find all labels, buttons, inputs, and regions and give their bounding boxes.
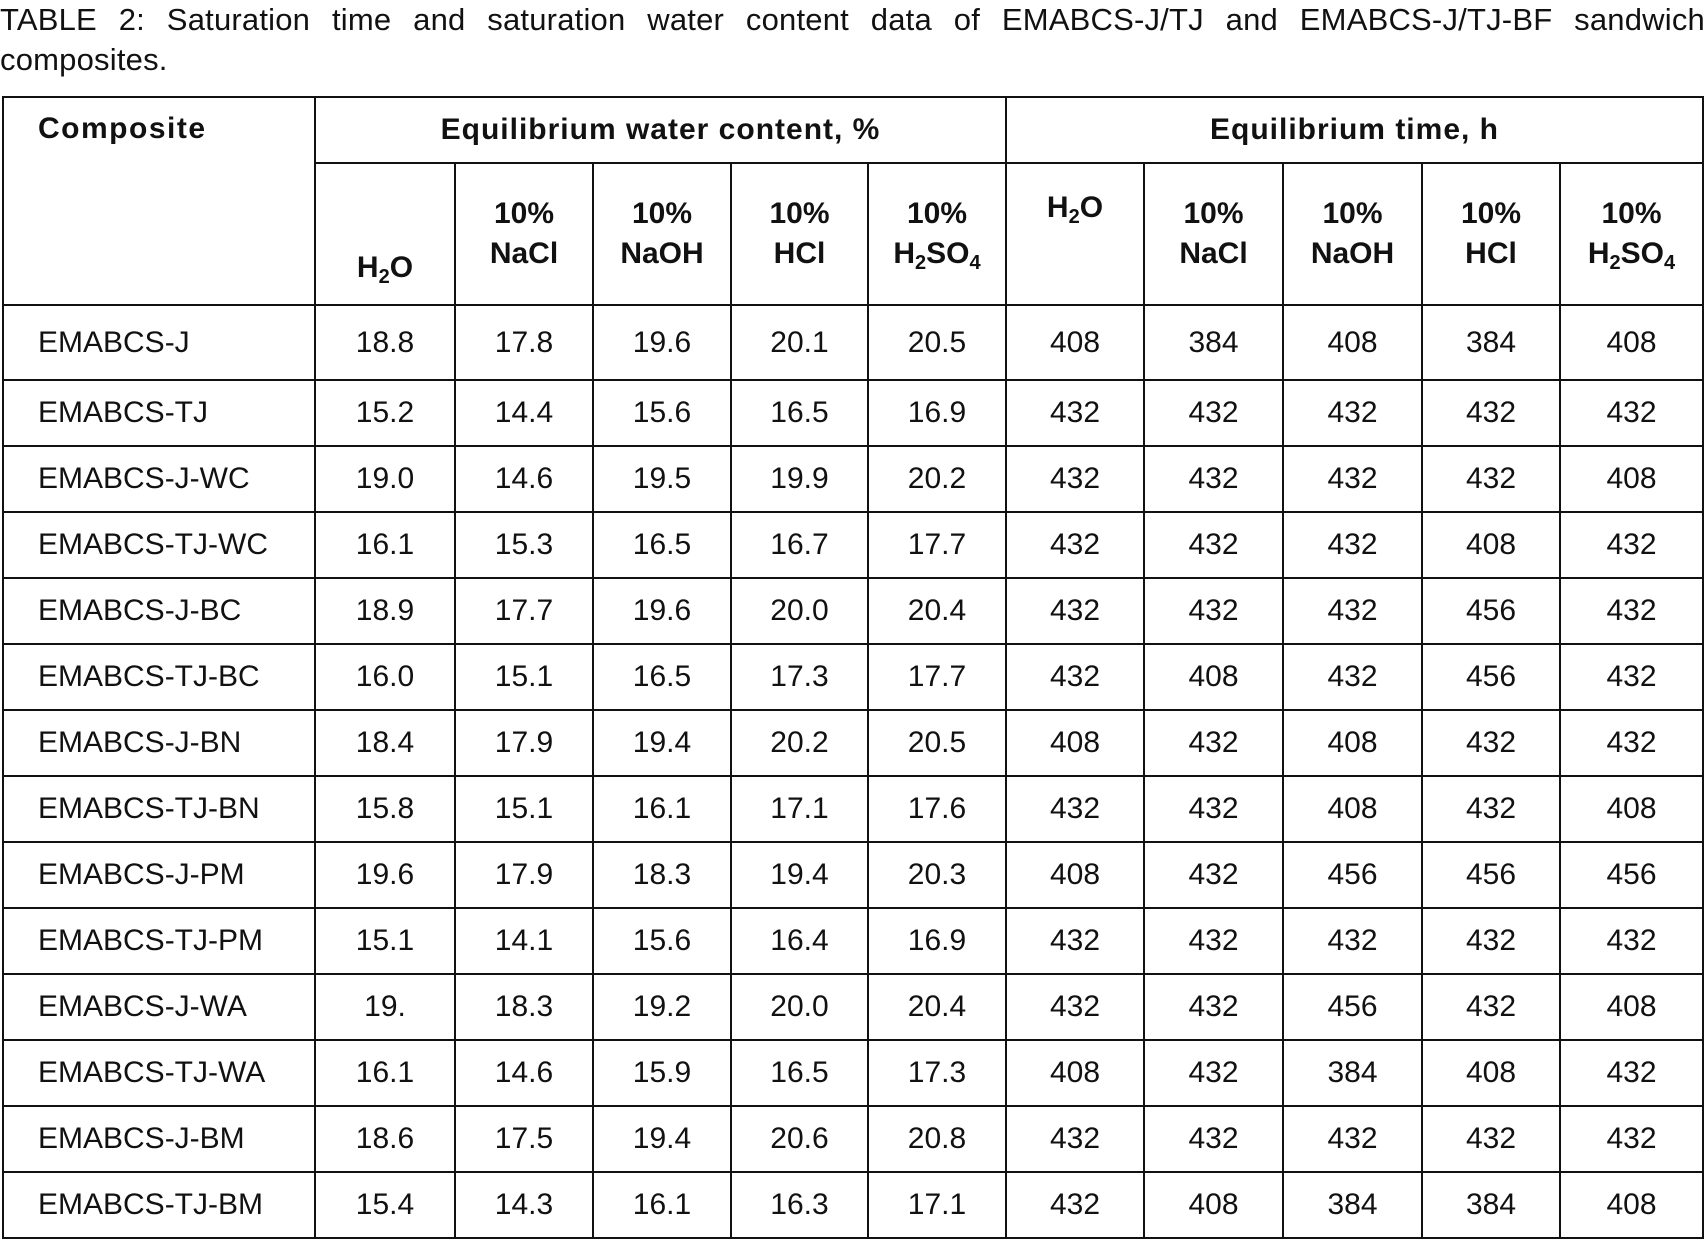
- cell-water-content: 16.9: [868, 908, 1006, 974]
- row-composite-name: EMABCS-TJ-BC: [3, 644, 315, 710]
- cell-equilibrium-time: 432: [1144, 974, 1283, 1040]
- cell-equilibrium-time: 432: [1006, 1106, 1144, 1172]
- cell-equilibrium-time: 408: [1144, 644, 1283, 710]
- cell-equilibrium-time: 384: [1422, 305, 1560, 380]
- table-row: [3, 305, 1703, 380]
- cell-equilibrium-time: 456: [1560, 842, 1703, 908]
- cell-equilibrium-time: 384: [1422, 1172, 1560, 1238]
- header-equilibrium-time: Equilibrium time, h: [1006, 97, 1703, 163]
- cell-water-content: 17.6: [868, 776, 1006, 842]
- row-composite-name: EMABCS-J-BM: [3, 1106, 315, 1172]
- col-water-nacl: 10% NaCl: [455, 163, 593, 305]
- col-time-naoh: 10% NaOH: [1283, 163, 1422, 305]
- cell-equilibrium-time: 432: [1283, 578, 1422, 644]
- cell-water-content: 18.3: [455, 974, 593, 1040]
- cell-equilibrium-time: 432: [1006, 446, 1144, 512]
- cell-water-content: 15.2: [315, 380, 455, 446]
- cell-water-content: 15.4: [315, 1172, 455, 1238]
- cell-equilibrium-time: 456: [1422, 842, 1560, 908]
- cell-equilibrium-time: 408: [1283, 710, 1422, 776]
- data-table: [2, 96, 1704, 1239]
- cell-water-content: 16.1: [593, 776, 731, 842]
- cell-equilibrium-time: 432: [1422, 974, 1560, 1040]
- cell-equilibrium-time: 432: [1006, 1172, 1144, 1238]
- cell-water-content: 14.1: [455, 908, 593, 974]
- cell-equilibrium-time: 432: [1144, 578, 1283, 644]
- cell-equilibrium-time: 432: [1283, 512, 1422, 578]
- cell-water-content: 15.3: [455, 512, 593, 578]
- row-composite-name: EMABCS-J-BN: [3, 710, 315, 776]
- cell-water-content: 14.3: [455, 1172, 593, 1238]
- cell-water-content: 20.0: [731, 578, 868, 644]
- cell-equilibrium-time: 432: [1144, 776, 1283, 842]
- cell-water-content: 17.8: [455, 305, 593, 380]
- cell-equilibrium-time: 432: [1283, 1106, 1422, 1172]
- cell-equilibrium-time: 432: [1006, 908, 1144, 974]
- cell-water-content: 20.2: [731, 710, 868, 776]
- cell-equilibrium-time: 456: [1422, 644, 1560, 710]
- cell-equilibrium-time: 432: [1006, 578, 1144, 644]
- cell-water-content: 15.1: [455, 644, 593, 710]
- cell-water-content: 17.9: [455, 842, 593, 908]
- cell-water-content: 18.8: [315, 305, 455, 380]
- cell-water-content: 15.9: [593, 1040, 731, 1106]
- cell-equilibrium-time: 408: [1006, 305, 1144, 380]
- row-composite-name: EMABCS-TJ: [3, 380, 315, 446]
- cell-water-content: 20.4: [868, 974, 1006, 1040]
- cell-equilibrium-time: 432: [1560, 578, 1703, 644]
- cell-water-content: 20.2: [868, 446, 1006, 512]
- cell-water-content: 17.1: [731, 776, 868, 842]
- cell-equilibrium-time: 432: [1422, 776, 1560, 842]
- cell-equilibrium-time: 432: [1560, 1106, 1703, 1172]
- cell-water-content: 15.8: [315, 776, 455, 842]
- cell-water-content: 18.6: [315, 1106, 455, 1172]
- header-composite: Composite: [3, 97, 315, 305]
- cell-water-content: 19.0: [315, 446, 455, 512]
- col-time-hcl: 10% HCl: [1422, 163, 1560, 305]
- cell-water-content: 19.9: [731, 446, 868, 512]
- table-row: [3, 446, 1703, 512]
- col-water-h2o: $H_2O$: [315, 163, 455, 305]
- row-composite-name: EMABCS-J-WA: [3, 974, 315, 1040]
- table-row: [3, 710, 1703, 776]
- cell-equilibrium-time: 432: [1144, 512, 1283, 578]
- cell-water-content: 20.3: [868, 842, 1006, 908]
- cell-water-content: 19.6: [315, 842, 455, 908]
- row-composite-name: EMABCS-TJ-BM: [3, 1172, 315, 1238]
- table-caption: TABLE 2: Saturation time and saturation water content data of EMABCS-J/TJ and EMABCS-J/TJ-BF sandwich composites.: [0, 2, 1705, 77]
- cell-equilibrium-time: 432: [1006, 776, 1144, 842]
- cell-equilibrium-time: 432: [1144, 1040, 1283, 1106]
- cell-water-content: 16.4: [731, 908, 868, 974]
- cell-equilibrium-time: 432: [1422, 1106, 1560, 1172]
- cell-water-content: 16.1: [315, 512, 455, 578]
- col-time-nacl: 10% NaCl: [1144, 163, 1283, 305]
- cell-water-content: 17.7: [868, 512, 1006, 578]
- cell-water-content: 18.4: [315, 710, 455, 776]
- table-row: [3, 578, 1703, 644]
- cell-equilibrium-time: 408: [1560, 446, 1703, 512]
- cell-water-content: 19.6: [593, 578, 731, 644]
- cell-water-content: 16.7: [731, 512, 868, 578]
- cell-water-content: 16.5: [731, 1040, 868, 1106]
- cell-water-content: 19.6: [593, 305, 731, 380]
- cell-equilibrium-time: 432: [1560, 512, 1703, 578]
- cell-water-content: 18.3: [593, 842, 731, 908]
- table-row: [3, 512, 1703, 578]
- cell-water-content: 16.3: [731, 1172, 868, 1238]
- cell-equilibrium-time: 456: [1283, 842, 1422, 908]
- cell-water-content: 17.9: [455, 710, 593, 776]
- cell-water-content: 16.0: [315, 644, 455, 710]
- cell-water-content: 17.7: [455, 578, 593, 644]
- row-composite-name: EMABCS-TJ-BN: [3, 776, 315, 842]
- cell-equilibrium-time: 432: [1422, 710, 1560, 776]
- cell-equilibrium-time: 432: [1006, 644, 1144, 710]
- cell-water-content: 19.4: [593, 1106, 731, 1172]
- cell-water-content: 19.4: [731, 842, 868, 908]
- cell-water-content: 14.4: [455, 380, 593, 446]
- cell-equilibrium-time: 408: [1422, 1040, 1560, 1106]
- cell-equilibrium-time: 408: [1560, 776, 1703, 842]
- col-water-hcl: 10% HCl: [731, 163, 868, 305]
- cell-water-content: 17.3: [868, 1040, 1006, 1106]
- table-row: [3, 1172, 1703, 1238]
- cell-water-content: 15.1: [455, 776, 593, 842]
- cell-equilibrium-time: 408: [1144, 1172, 1283, 1238]
- cell-equilibrium-time: 408: [1560, 974, 1703, 1040]
- cell-water-content: 17.7: [868, 644, 1006, 710]
- table-row: [3, 776, 1703, 842]
- cell-water-content: 20.5: [868, 710, 1006, 776]
- cell-water-content: 15.1: [315, 908, 455, 974]
- row-composite-name: EMABCS-J-BC: [3, 578, 315, 644]
- cell-equilibrium-time: 432: [1006, 512, 1144, 578]
- table-row: [3, 644, 1703, 710]
- cell-equilibrium-time: 432: [1422, 446, 1560, 512]
- table-row: [3, 1106, 1703, 1172]
- table-row: [3, 908, 1703, 974]
- cell-equilibrium-time: 432: [1560, 1040, 1703, 1106]
- row-composite-name: EMABCS-J-PM: [3, 842, 315, 908]
- cell-water-content: 19.: [315, 974, 455, 1040]
- table-row: [3, 1040, 1703, 1106]
- col-water-naoh: 10% NaOH: [593, 163, 731, 305]
- cell-water-content: 20.5: [868, 305, 1006, 380]
- cell-water-content: 20.1: [731, 305, 868, 380]
- cell-equilibrium-time: 432: [1144, 710, 1283, 776]
- cell-equilibrium-time: 408: [1422, 512, 1560, 578]
- table-row: [3, 380, 1703, 446]
- cell-equilibrium-time: 432: [1283, 644, 1422, 710]
- row-composite-name: EMABCS-TJ-PM: [3, 908, 315, 974]
- cell-equilibrium-time: 408: [1283, 305, 1422, 380]
- col-time-h2so4: 10% $H_2SO_4$: [1560, 163, 1703, 305]
- cell-water-content: 17.1: [868, 1172, 1006, 1238]
- cell-equilibrium-time: 432: [1283, 908, 1422, 974]
- cell-equilibrium-time: 432: [1560, 710, 1703, 776]
- cell-water-content: 14.6: [455, 1040, 593, 1106]
- cell-water-content: 15.6: [593, 908, 731, 974]
- cell-equilibrium-time: 432: [1560, 644, 1703, 710]
- row-composite-name: EMABCS-J-WC: [3, 446, 315, 512]
- cell-water-content: 16.5: [593, 644, 731, 710]
- cell-equilibrium-time: 432: [1144, 1106, 1283, 1172]
- cell-equilibrium-time: 432: [1283, 446, 1422, 512]
- cell-equilibrium-time: 408: [1283, 776, 1422, 842]
- cell-equilibrium-time: 432: [1006, 380, 1144, 446]
- cell-equilibrium-time: 408: [1006, 1040, 1144, 1106]
- cell-equilibrium-time: 432: [1006, 974, 1144, 1040]
- cell-water-content: 17.5: [455, 1106, 593, 1172]
- cell-equilibrium-time: 384: [1144, 305, 1283, 380]
- cell-equilibrium-time: 408: [1006, 710, 1144, 776]
- cell-equilibrium-time: 432: [1422, 380, 1560, 446]
- cell-water-content: 20.4: [868, 578, 1006, 644]
- table-row: [3, 842, 1703, 908]
- cell-equilibrium-time: 432: [1560, 908, 1703, 974]
- cell-water-content: 14.6: [455, 446, 593, 512]
- cell-equilibrium-time: 432: [1144, 908, 1283, 974]
- cell-water-content: 18.9: [315, 578, 455, 644]
- header-water-content: Equilibrium water content, %: [315, 97, 1006, 163]
- cell-equilibrium-time: 408: [1560, 1172, 1703, 1238]
- cell-equilibrium-time: 456: [1422, 578, 1560, 644]
- cell-equilibrium-time: 432: [1144, 446, 1283, 512]
- cell-water-content: 20.0: [731, 974, 868, 1040]
- cell-equilibrium-time: 408: [1560, 305, 1703, 380]
- table-body: [3, 305, 1703, 1238]
- cell-equilibrium-time: 432: [1560, 380, 1703, 446]
- cell-equilibrium-time: 456: [1283, 974, 1422, 1040]
- col-time-h2o: $H_2O$: [1006, 163, 1144, 305]
- row-composite-name: EMABCS-TJ-WC: [3, 512, 315, 578]
- cell-water-content: 16.5: [593, 512, 731, 578]
- cell-water-content: 15.6: [593, 380, 731, 446]
- cell-water-content: 16.1: [315, 1040, 455, 1106]
- cell-water-content: 17.3: [731, 644, 868, 710]
- cell-equilibrium-time: 384: [1283, 1040, 1422, 1106]
- cell-water-content: 20.6: [731, 1106, 868, 1172]
- cell-water-content: 19.5: [593, 446, 731, 512]
- cell-equilibrium-time: 408: [1006, 842, 1144, 908]
- col-water-h2so4: 10% $H_2SO_4$: [868, 163, 1006, 305]
- row-composite-name: EMABCS-J: [3, 305, 315, 380]
- cell-water-content: 19.4: [593, 710, 731, 776]
- cell-equilibrium-time: 432: [1144, 842, 1283, 908]
- cell-water-content: 20.8: [868, 1106, 1006, 1172]
- cell-water-content: 19.2: [593, 974, 731, 1040]
- cell-equilibrium-time: 432: [1144, 380, 1283, 446]
- row-composite-name: EMABCS-TJ-WA: [3, 1040, 315, 1106]
- cell-equilibrium-time: 432: [1422, 908, 1560, 974]
- cell-equilibrium-time: 384: [1283, 1172, 1422, 1238]
- cell-equilibrium-time: 432: [1283, 380, 1422, 446]
- cell-water-content: 16.1: [593, 1172, 731, 1238]
- cell-water-content: 16.5: [731, 380, 868, 446]
- table-row: [3, 974, 1703, 1040]
- cell-water-content: 16.9: [868, 380, 1006, 446]
